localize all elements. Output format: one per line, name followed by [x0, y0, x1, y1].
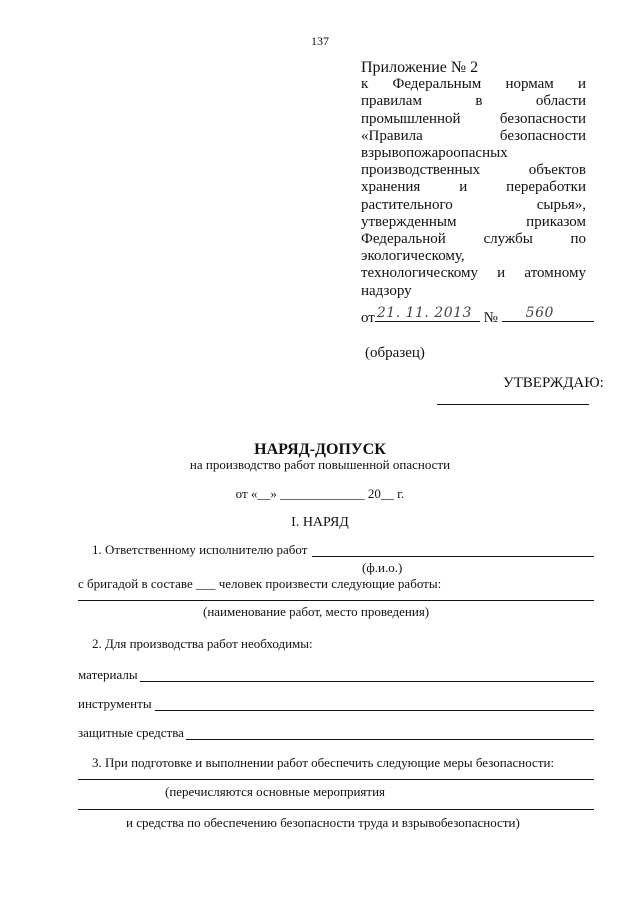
order-date-field — [375, 306, 480, 322]
required-label: 2. Для производства работ необходимы: — [92, 636, 313, 651]
section-title: I. НАРЯД — [291, 515, 349, 530]
measures-line — [78, 809, 594, 810]
document-subtitle: на производство работ повышенной опасности — [189, 457, 451, 472]
protection-label: защитные средства — [78, 725, 184, 740]
fio-caption: (ф.и.о.) — [362, 560, 403, 575]
document-title: НАРЯД-ДОПУСК — [254, 441, 386, 458]
responsible-label: 1. Ответственному исполнителю работ — [92, 542, 308, 557]
appendix-line: правилам в области — [361, 93, 586, 110]
from-label: от — [361, 310, 375, 326]
work-caption: (наименование работ, место проведения) — [203, 604, 430, 619]
appendix-line: технологическому и атомному — [361, 265, 586, 282]
appendix-title: Приложение № 2 — [361, 59, 479, 76]
handwritten-number: 560 — [525, 305, 554, 321]
appendix-line: «Правила безопасности — [361, 127, 586, 144]
appendix-line: взрывопожароопасных — [361, 145, 508, 162]
appendix-line: утвержденным приказом — [361, 213, 586, 230]
responsible-name-line — [312, 556, 594, 557]
appendix-line: хранения и переработки — [361, 179, 586, 196]
number-label: № — [483, 310, 498, 326]
materials-line — [140, 681, 594, 682]
approve-signature-line — [437, 404, 589, 405]
handwritten-date: 21. 11. 2013 — [376, 305, 472, 321]
brigade-label: с бригадой в составе ___ человек произвести следующие работы: — [78, 576, 442, 591]
tools-line — [155, 710, 594, 711]
work-name-line — [78, 600, 594, 601]
approve-label: УТВЕРЖДАЮ: — [503, 375, 604, 391]
safety-label: 3. При подготовке и выполнении работ обеспечить следующие меры безопасности: — [92, 755, 555, 770]
appendix-line: промышленной безопасности — [361, 110, 586, 127]
safety-line — [78, 779, 594, 780]
document-date-line: от «__» _____________ 20__ г. — [235, 486, 405, 501]
appendix-line: к Федеральным нормам и — [361, 76, 586, 93]
appendix-header — [361, 59, 586, 300]
order-number-field — [502, 306, 594, 322]
sample-label: (образец) — [365, 345, 425, 361]
appendix-line: надзору — [361, 282, 412, 299]
appendix-line: производственных объектов — [361, 162, 586, 179]
measures-caption: (перечисляются основные мероприятия — [165, 784, 386, 799]
measures-caption-2: и средства по обеспечению безопасности труда и взрывобезопасности) — [126, 815, 520, 830]
appendix-line: Федеральной службы по — [361, 231, 586, 248]
appendix-line: растительного сырья», — [361, 196, 586, 213]
materials-label: материалы — [78, 667, 138, 682]
tools-label: инструменты — [78, 696, 152, 711]
page-number: 137 — [311, 34, 329, 48]
protection-line — [186, 739, 594, 740]
appendix-line: экологическому, — [361, 248, 465, 265]
order-reference — [361, 306, 586, 327]
